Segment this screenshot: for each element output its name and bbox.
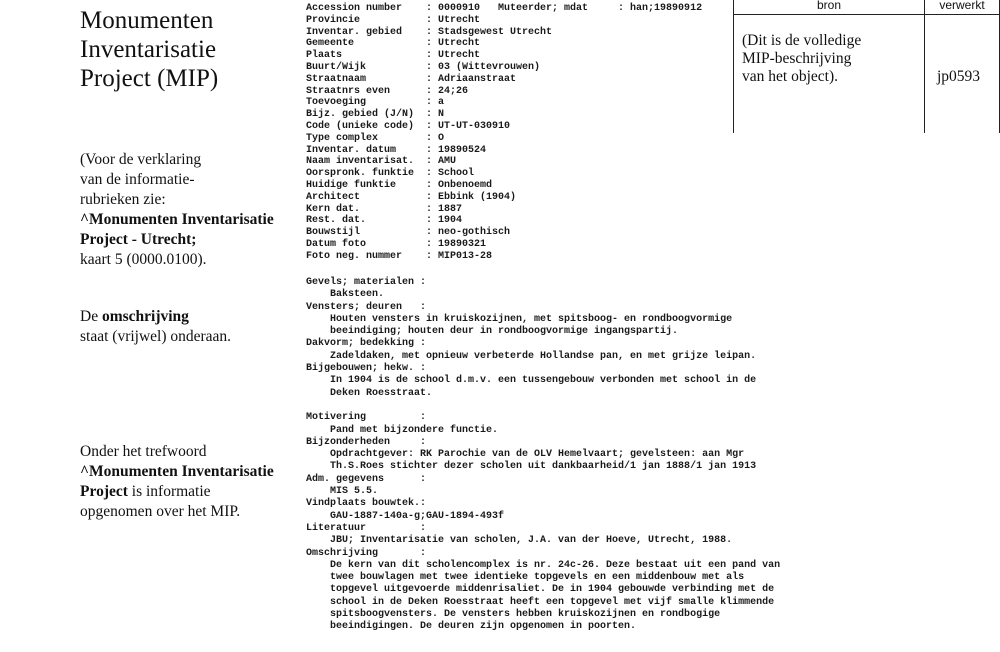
record-line: Accession number : 0000910 Muteerder; mdat : han;19890912	[306, 3, 703, 14]
document-title	[80, 6, 218, 93]
record-line: Rest. dat. : 1904	[306, 215, 463, 227]
note-keyword: ^Monumenten Inventarisatie	[80, 463, 274, 480]
record-line: Th.S.Roes stichter dezer scholen uit dankbaarheid/1 jan 1888/1 jan 1913	[306, 461, 757, 473]
record-line: Bijgebouwen; hekw. :	[306, 363, 427, 375]
table-header	[734, 0, 999, 15]
record-line: Inventar. gebied : Stadsgewest Utrecht	[306, 26, 553, 38]
reference-note	[80, 150, 274, 270]
source-table	[733, 0, 1000, 133]
bron-line: van het object).	[742, 68, 838, 85]
note-keyword: ^Monumenten Inventarisatie	[80, 211, 274, 228]
record-line: Bouwstijl : neo-gothisch	[306, 227, 511, 239]
record-line: Provincie : Utrecht	[306, 14, 481, 26]
record-line: Inventar. datum : 19890524	[306, 144, 487, 156]
note-line: staat (vrijwel) onderaan.	[80, 328, 232, 345]
column-divider	[924, 0, 925, 133]
record-line: topgevel uitgevoerde middenrisaliet. De in 1904 gebouwde verbinding met de	[306, 584, 775, 596]
note-line: rubrieken zie:	[80, 191, 166, 208]
record-line: beeindiging; houten deur in rondboogvormige ingangspartij.	[306, 326, 679, 338]
record-line: Type complex : O	[306, 132, 445, 144]
record-line: Motivering :	[306, 412, 427, 424]
record-line: Bijz. gebied (J/N) : N	[306, 109, 445, 121]
record-line: Vindplaats bouwtek.:	[306, 498, 427, 510]
record-text	[306, 277, 780, 634]
note-text: De	[80, 308, 102, 325]
record-line: Pand met bijzondere functie.	[306, 424, 499, 436]
note-line: Onder het trefwoord	[80, 443, 207, 460]
record-line: Opdrachtgever: RK Parochie van de OLV Hemelvaart; gevelsteen: aan Mgr	[306, 449, 745, 461]
record-line: Bijzonderheden :	[306, 436, 427, 448]
record-line: Straatnaam : Adriaanstraat	[306, 73, 517, 85]
record-line: school in de Deken Roesstraat heeft een topgevel met vijf smalle klimmende	[306, 596, 775, 608]
note-keyword: Project - Utrecht;	[80, 231, 197, 248]
record-line: Toevoeging : a	[306, 97, 445, 109]
description-note	[80, 307, 231, 347]
note-keyword: omschrijving	[101, 308, 189, 325]
record-line: Foto neg. nummer : MIP013-28	[306, 250, 493, 262]
record-line: Oorspronk. funktie : School	[306, 168, 475, 180]
record-line: Straatnrs even : 24;26	[306, 85, 469, 97]
record-line: Gemeente : Utrecht	[306, 38, 481, 50]
header-bron: bron	[816, 0, 842, 12]
record-line: Architect : Ebbink (1904)	[306, 191, 517, 203]
record-line: Zadeldaken, met opnieuw verbeterde Hollandse pan, en met grijze leipan.	[306, 350, 757, 362]
title-line: Inventarisatie	[80, 36, 217, 63]
record-line: De kern van dit scholencomplex is nr. 24c-26. Deze bestaat uit een pand van	[306, 559, 781, 571]
record-line: Naam inventarisat. : AMU	[306, 156, 457, 168]
record-line: In 1904 is de school d.m.v. een tussengebouw verbonden met school in de	[306, 375, 757, 387]
record-line: Literatuur :	[306, 522, 427, 534]
bron-line: (Dit is de volledige	[742, 32, 862, 49]
record-line: Buurt/Wijk : 03 (Wittevrouwen)	[306, 61, 541, 73]
bron-line: MIP-beschrijving	[742, 50, 852, 67]
note-text: is informatie	[127, 483, 211, 500]
record-line: Omschrijving :	[306, 547, 427, 559]
note-line: (Voor de verklaring	[80, 151, 202, 168]
record-line: Datum foto : 19890321	[306, 238, 487, 250]
record-line: Plaats : Utrecht	[306, 50, 481, 62]
record-line: Houten vensters in kruiskozijnen, met spitsboog- en rondboogvormige	[306, 313, 733, 325]
record-line: Code (unieke code) : UT-UT-030910	[306, 120, 511, 132]
bron-cell	[742, 32, 861, 86]
record-line: JBU; Inventarisatie van scholen, J.A. van der Hoeve, Utrecht, 1988.	[306, 535, 733, 547]
note-line: opgenomen over het MIP.	[80, 503, 241, 520]
record-line: Adm. gegevens :	[306, 473, 427, 485]
record-line: Kern dat. : 1887	[306, 203, 463, 215]
record-line: Deken Roesstraat.	[306, 387, 433, 399]
note-line: kaart 5 (0000.0100).	[80, 251, 207, 268]
title-line: Project (MIP)	[80, 65, 219, 92]
record-line: Gevels; materialen :	[306, 277, 427, 288]
record-line: Huidige funktie : Onbenoemd	[306, 179, 493, 191]
record-line: spitsboogvensters. De vensters hebben kruiskozijnen en rondbogige	[306, 609, 721, 621]
record-line: GAU-1887-140a-g;GAU-1894-493f	[306, 510, 505, 522]
verwerkt-cell: jp0593	[937, 68, 981, 85]
record-line	[306, 400, 780, 412]
record-line: Dakvorm; bedekking :	[306, 338, 427, 350]
record-line: MIS 5.5.	[306, 486, 379, 498]
record-line: twee bouwlagen met twee identieke topgevels en een middenbouw met als	[306, 572, 745, 584]
note-line: van de informatie-	[80, 171, 195, 188]
title-line: Monumenten	[80, 7, 214, 34]
record-line: Baksteen.	[306, 289, 385, 301]
record-line: Vensters; deuren :	[306, 301, 427, 313]
record-line: beeindigingen. De deuren zijn opgenomen in poorten.	[306, 621, 637, 633]
keyword-note	[80, 442, 274, 522]
note-keyword: Project	[80, 483, 128, 500]
header-verwerkt: verwerkt	[939, 0, 985, 12]
record-fields	[306, 3, 702, 263]
